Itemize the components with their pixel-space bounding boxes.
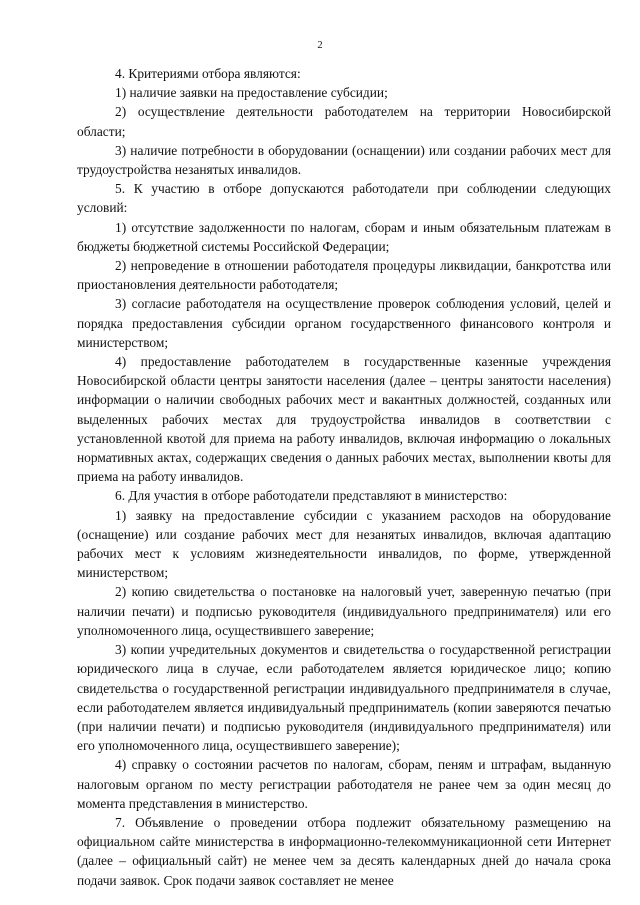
section-6-heading: 6. Для участия в отборе работодатели представляют в министерство: [115,488,508,504]
criteria-item-3: 3) наличие потребности в оборудовании (оснащении) или создании рабочих мест для трудоустройства незанятых инвалидов. [77,142,611,178]
criteria-item-2: 2) осуществление деятельности работодателем на территории Новосибирской области; [77,104,611,139]
condition-item-4: 4) предоставление работодателем в государственные казенные учреждения Новосибирской области центры занятости населения (далее – центры занятости населения) информации о наличии свободных рабочих мест и вакантных должностей, созданных или выделенных рабочих местах для трудоустройства инвалидов в соответствии с установленной квотой для приема на работу инвалидов, включая информацию о локальных нормативных актах, содержащих сведения о данных рабочих местах, выполнении квоты для приема на работу инвалидов. [77,354,611,485]
condition-item-3: 3) согласие работодателя на осуществление проверок соблюдения условий, целей и порядка предоставления субсидии органом государственного финансового контроля и министерством; [77,296,611,350]
document-item-1: 1) заявку на предоставление субсидии с указанием расходов на оборудование (оснащение) или создание рабочих мест для незанятых инвалидов, включая адаптацию рабочих мест к условиям жизнедеятельности инвалидов, по форме, утвержденной министерством; [77,507,611,581]
criteria-item-1: 1) наличие заявки на предоставление субсидии; [115,85,388,101]
section-5-heading: 5. К участию в отборе допускаются работодатели при соблюдении следующих условий: [77,181,611,216]
condition-item-1: 1) отсутствие задолженности по налогам, сборам и иным обязательным платежам в бюджеты бюджетной системы Российской Федерации; [77,219,611,254]
document-item-4: 4) справку о состоянии расчетов по налогам, сборам, пеням и штрафам, выданную налоговым органом по месту регистрации работодателя не ранее чем за один месяц до момента представления в министерство. [77,757,611,811]
document-item-2: 2) копию свидетельства о постановке на налоговый учет, заверенную печатью (при наличии печати) и подписью руководителя (индивидуального предпринимателя) или его уполномоченного лица, осуществившего заверение; [77,584,611,638]
page-number: 2 [317,40,323,51]
document-item-3: 3) копии учредительных документов и свидетельства о государственной регистрации юридического лица в случае, если работодателем является юридическое лицо; копию свидетельства о государственной регистрации индивидуального предпринимателя в случае, если работодателем является индивидуальный предприниматель (копии заверяются печатью (при наличии печати) и подписью руководителя (индивидуального предпринимателя) или его уполномоченного лица, осуществившего заверение); [77,642,611,754]
condition-item-2: 2) непроведение в отношении работодателя процедуры ликвидации, банкротства или приостановления деятельности работодателя; [77,258,611,293]
document-body [77,64,611,890]
section-4-heading: 4. Критериями отбора являются: [115,66,301,81]
section-7-paragraph: 7. Объявление о проведении отбора подлежит обязательному размещению на официальном сайте министерства в информационно-телекоммуникационной сети Интернет (далее – официальный сайт) не менее чем за десять календарных дней до начала срока подачи заявок. Срок подачи заявок составляет не менее [77,814,611,888]
